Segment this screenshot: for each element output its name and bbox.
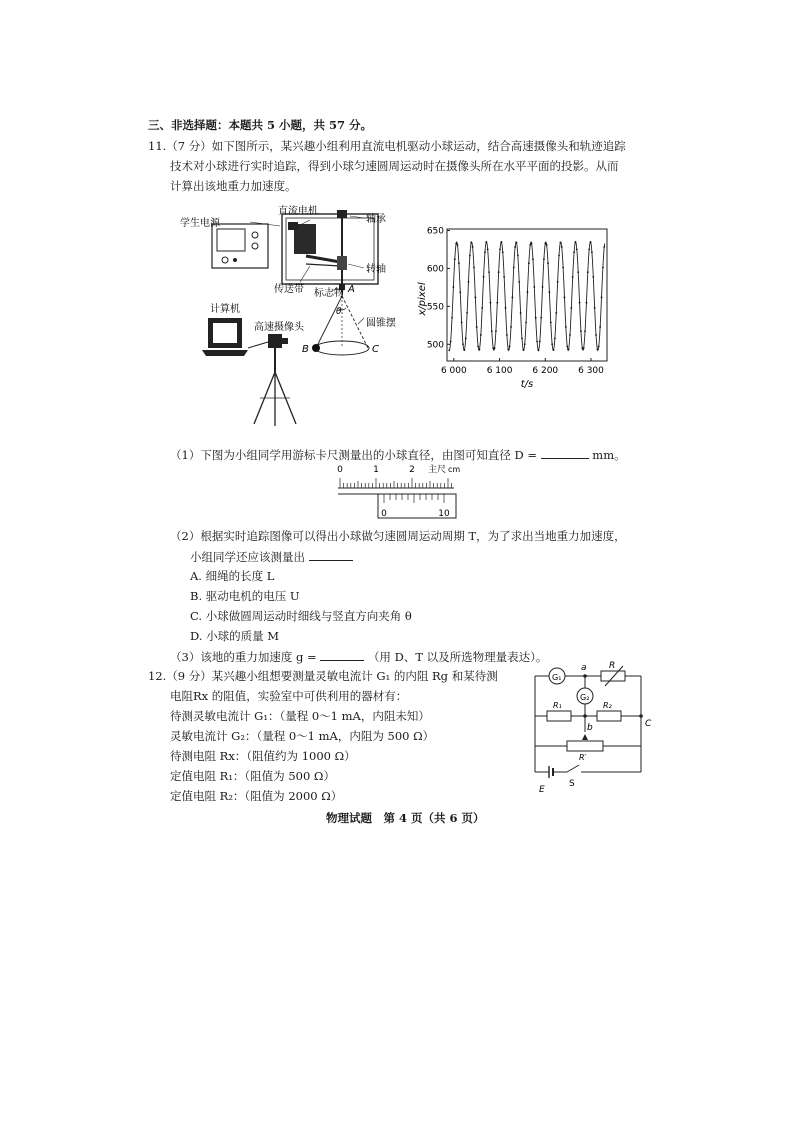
q12-item-3: 待测电阻 Rx：（阻值约为 1000 Ω）: [170, 749, 356, 763]
q12-item-4: 定值电阻 R₁：（阻值为 500 Ω）: [170, 769, 335, 783]
chart-point: [498, 271, 500, 273]
label-a: A: [348, 284, 355, 295]
label-shaft: 转轴: [366, 264, 386, 275]
chart-point: [461, 322, 463, 324]
chart-point: [535, 317, 537, 319]
chart-point: [455, 243, 457, 245]
chart-point: [554, 338, 556, 340]
chart-xtick-label: 6 300: [578, 366, 604, 376]
q11-sub2-line2: [190, 548, 353, 565]
chart-point: [462, 343, 464, 345]
chart-point: [587, 271, 589, 273]
chart-point: [527, 291, 529, 293]
chart-point: [529, 244, 531, 246]
chart-point: [451, 317, 453, 319]
chart-point: [591, 251, 593, 253]
circuit-label-s: S: [569, 779, 575, 789]
q11-sub2-line1: （2）根据实时追踪图像可以得出小球做匀速圆周运动周期 T，为了求出当地重力加速度，: [170, 529, 626, 543]
q12-item-2: 灵敏电流计 G₂：（量程 0～1 mA，内阻为 500 Ω）: [170, 729, 435, 743]
q11-sub3: [170, 648, 547, 665]
chart-point: [507, 348, 509, 350]
caliper-main-label: 主尺: [428, 465, 447, 475]
q12-item-1: 待测灵敏电流计 G₁：（量程 0～1 mA，内阻未知）: [170, 709, 430, 723]
chart-xlabel: t/s: [520, 379, 534, 390]
option-c: C. 小球做圆周运动时细线与竖直方向夹角 θ: [190, 609, 412, 623]
chart-point: [592, 276, 594, 278]
bearing-icon: [337, 210, 347, 218]
chart-point: [517, 255, 519, 257]
circuit-label-g2: G₂: [580, 693, 590, 702]
chart-point: [549, 291, 551, 293]
chart-point: [495, 330, 497, 332]
label-b: B: [302, 344, 309, 355]
chart-point: [536, 341, 538, 343]
chart-point: [509, 345, 511, 347]
chart-point: [485, 241, 487, 243]
q12-item-5: 定值电阻 R₂：（阻值为 2000 Ω）: [170, 789, 343, 803]
belt: [306, 256, 340, 262]
chart-point: [595, 334, 597, 336]
chart-point: [597, 348, 599, 350]
chart-point: [514, 246, 516, 248]
label-marker: 标志物: [314, 288, 344, 299]
chart-point: [564, 297, 566, 299]
chart-point: [544, 243, 546, 245]
chart-point: [476, 326, 478, 328]
caliper-vernier-tick-10: 10: [438, 509, 450, 519]
q11-sub3-text: （3）该地的重力加速度 g =: [170, 650, 317, 664]
chart-point: [551, 343, 553, 345]
chart-point: [463, 349, 465, 351]
chart-xtick-label: 6 000: [440, 366, 467, 376]
chart-point: [583, 347, 585, 349]
chart-point: [531, 243, 533, 245]
label-belt: 传送带: [274, 284, 304, 295]
chart-xtick-label: 6 100: [486, 366, 513, 376]
chart-point: [470, 242, 472, 244]
caliper-main-tick-1: 1: [373, 465, 379, 475]
q11-sub2-text: 小组同学还应该测量出: [190, 550, 305, 564]
circuit-label-a: a: [581, 663, 587, 673]
position-time-chart: [415, 225, 615, 390]
chart-point: [543, 258, 545, 260]
chart-point: [539, 341, 541, 343]
chart-point: [576, 248, 578, 250]
caliper-vernier-tick-0: 0: [381, 509, 387, 519]
caliper-main-tick-2: 2: [409, 465, 415, 475]
chart-point: [562, 267, 564, 269]
chart-point: [579, 302, 581, 304]
chart-xtick-label: 6 200: [532, 366, 559, 376]
chart-point: [558, 255, 560, 257]
resistor-r2: [597, 711, 621, 721]
chart-point: [477, 345, 479, 347]
chart-point: [590, 241, 592, 243]
chart-point: [480, 334, 482, 336]
chart-point: [466, 312, 468, 314]
chart-point: [502, 251, 504, 253]
q11-line3: 计算出该地重力加速度。: [170, 179, 297, 193]
chart-point: [448, 349, 450, 351]
chart-point: [487, 248, 489, 250]
chart-point: [572, 276, 574, 278]
chart-point: [506, 334, 508, 336]
chart-point: [586, 302, 588, 304]
chart-ylabel: x/pixel: [417, 282, 428, 316]
chart-point: [533, 286, 535, 288]
circuit-label-r1: R₁: [553, 701, 562, 710]
chart-point: [496, 302, 498, 304]
chart-point: [458, 262, 460, 264]
chart-series-line: [449, 242, 604, 350]
chart-point: [538, 349, 540, 351]
chart-ytick-label: 550: [426, 302, 444, 313]
chart-point: [588, 248, 590, 250]
label-c: C: [372, 344, 379, 355]
circuit-label-b: b: [587, 723, 593, 733]
chart-point: [568, 348, 570, 350]
caliper-main-tick-0: 0: [337, 465, 343, 475]
chart-point: [488, 271, 490, 273]
camera-icon: [248, 334, 296, 426]
section-title: 三、非选择题：本题共 5 小题，共 57 分。: [148, 118, 373, 132]
chart-point: [542, 286, 544, 288]
chart-point: [553, 349, 555, 351]
q11-sub1-unit: mm。: [592, 448, 626, 462]
chart-point: [546, 244, 548, 246]
chart-point: [580, 330, 582, 332]
chart-point: [528, 262, 530, 264]
label-computer: 计算机: [210, 304, 240, 315]
apparatus-diagram: [170, 200, 430, 430]
chart-point: [474, 297, 476, 299]
chart-point: [501, 241, 503, 243]
circuit-label-g1: G₁: [552, 673, 562, 682]
option-b: B. 驱动电机的电压 U: [190, 589, 300, 603]
chart-ytick-label: 500: [426, 340, 444, 351]
circuit-label-c: C: [645, 719, 652, 729]
chart-point: [550, 322, 552, 324]
chart-ytick-label: 650: [426, 226, 444, 237]
label-pendulum: 圆锥摆: [366, 318, 396, 329]
chart-point: [454, 258, 456, 260]
caliper-unit: cm: [448, 465, 461, 474]
ball-icon: [312, 344, 320, 352]
chart-point: [503, 276, 505, 278]
computer-icon: [202, 318, 248, 356]
label-student-power: 学生电源: [180, 218, 220, 229]
vernier-caliper: [330, 460, 470, 522]
chart-point: [540, 317, 542, 319]
option-a: A. 细绳的长度 L: [190, 569, 275, 583]
chart-point: [511, 297, 513, 299]
chart-point: [450, 341, 452, 343]
chart-ytick-label: 600: [426, 264, 444, 275]
option-d: D. 小球的质量 M: [190, 629, 280, 643]
page-footer: 物理试题 第 4 页（共 6 页）: [326, 811, 485, 825]
resistor-r: [601, 671, 625, 681]
chart-point: [518, 281, 520, 283]
answer-blank-d[interactable]: [541, 446, 589, 459]
answer-blank-g[interactable]: [320, 648, 364, 661]
label-bearing: 轴承: [366, 214, 386, 225]
chart-point: [490, 302, 492, 304]
q11-sub3-tail: （用 D、T 以及所选物理量表达）。: [367, 650, 548, 664]
chart-point: [522, 349, 524, 351]
chart-point: [594, 307, 596, 309]
q12-line1: 12.（9 分）某兴趣小组想要测量灵敏电流计 G₁ 的内阻 Rg 和某待测: [148, 669, 498, 683]
chart-point: [472, 246, 474, 248]
circuit-label-r: R: [609, 661, 616, 671]
q11-sub1-text: （1）下图为小组同学用游标卡尺测量出的小球直径，由图可知直径 D =: [170, 448, 537, 462]
chart-point: [602, 267, 604, 269]
chart-point: [469, 255, 471, 257]
chart-point: [494, 347, 496, 349]
chart-point: [491, 330, 493, 332]
chart-point: [561, 246, 563, 248]
circuit-label-e: E: [539, 785, 545, 795]
chart-point: [499, 248, 501, 250]
chart-point: [479, 348, 481, 350]
resistor-r1: [547, 711, 571, 721]
chart-point: [473, 267, 475, 269]
chart-point: [484, 251, 486, 253]
chart-point: [453, 286, 455, 288]
chart-point: [577, 271, 579, 273]
chart-point: [573, 251, 575, 253]
chart-point: [525, 322, 527, 324]
chart-point: [457, 244, 459, 246]
chart-point: [481, 307, 483, 309]
q11-line1: 11.（7 分）如下图所示，某兴趣小组利用直流电机驱动小球运动，结合高速摄像头和轨迹追踪: [148, 139, 626, 153]
label-camera: 高速摄像头: [254, 322, 304, 333]
chart-point: [521, 338, 523, 340]
label-dc-motor: 直流电机: [278, 206, 318, 217]
chart-point: [547, 262, 549, 264]
chart-point: [566, 345, 568, 347]
chart-point: [532, 258, 534, 260]
chart-point: [555, 312, 557, 314]
circuit-diagram: [525, 660, 665, 800]
answer-blank-measure[interactable]: [309, 548, 353, 561]
chart-point: [524, 343, 526, 345]
rheostat-r-prime: [567, 741, 603, 751]
chart-point: [565, 326, 567, 328]
power-supply-icon: [212, 224, 268, 268]
chart-point: [575, 241, 577, 243]
chart-point: [599, 326, 601, 328]
chart-point: [557, 281, 559, 283]
chart-point: [598, 345, 600, 347]
chart-point: [559, 242, 561, 244]
chart-point: [468, 281, 470, 283]
chart-point: [570, 307, 572, 309]
chart-point: [505, 307, 507, 309]
q12-line2: 电阻Rx 的阻值，实验室中可供利用的器材有：: [170, 689, 408, 703]
chart-point: [569, 334, 571, 336]
chart-point: [459, 291, 461, 293]
q11-line2: 技术对小球进行实时追踪，得到小球匀速圆周运动时在摄像头所在水平平面的投影。从而: [170, 159, 619, 173]
chart-point: [601, 297, 603, 299]
chart-point: [465, 338, 467, 340]
chart-point: [516, 242, 518, 244]
chart-point: [510, 326, 512, 328]
chart-point: [483, 276, 485, 278]
chart-point: [520, 312, 522, 314]
chart-point: [513, 267, 515, 269]
chart-point: [584, 330, 586, 332]
label-theta: θ: [336, 307, 342, 317]
circuit-label-r-prime: R′: [579, 753, 587, 762]
chart-point: [603, 246, 605, 248]
circuit-label-r2: R₂: [603, 701, 612, 710]
